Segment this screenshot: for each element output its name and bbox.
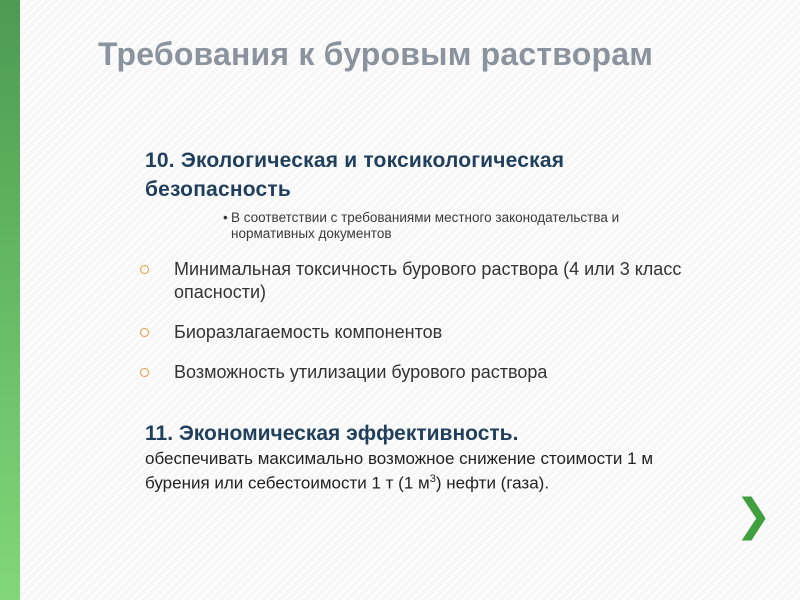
section-11-text-main: обеспечивать максимально возможное снижение стоимости 1 м бурения или себестоимости 1 т (1 м	[145, 449, 654, 493]
requirements-list	[140, 258, 700, 384]
note-bullet: •	[223, 210, 228, 225]
slide-title: Требования к буровым растворам	[98, 36, 654, 72]
list-item	[140, 258, 700, 304]
list-item-text: Возможность утилизации бурового раствора	[174, 362, 548, 382]
list-item-text: Минимальная токсичность бурового раствора (4 или 3 класс опасности)	[174, 259, 682, 302]
circle-bullet-icon	[140, 368, 149, 377]
section-11-text-end: ) нефти (газа).	[435, 473, 550, 493]
section-11	[145, 421, 705, 494]
circle-bullet-icon	[140, 265, 149, 274]
list-item	[140, 321, 700, 344]
list-item	[140, 361, 700, 384]
section-10-note	[223, 210, 705, 242]
section-11-text	[145, 448, 705, 494]
circle-bullet-icon	[140, 328, 149, 337]
cubic-superscript: 3	[429, 473, 436, 485]
note-text: В соответствии с требованиями местного законодательства и нормативных документов	[231, 210, 620, 241]
accent-stripe	[0, 0, 20, 600]
list-item-text: Биоразлагаемость компонентов	[174, 322, 443, 342]
section-11-heading: 11. Экономическая эффективность.	[145, 422, 519, 445]
section-10	[145, 146, 705, 242]
section-10-heading: 10. Экологическая и токсикологическая безопасность	[145, 149, 565, 201]
next-slide-arrow-icon[interactable]: ❯	[735, 491, 772, 540]
